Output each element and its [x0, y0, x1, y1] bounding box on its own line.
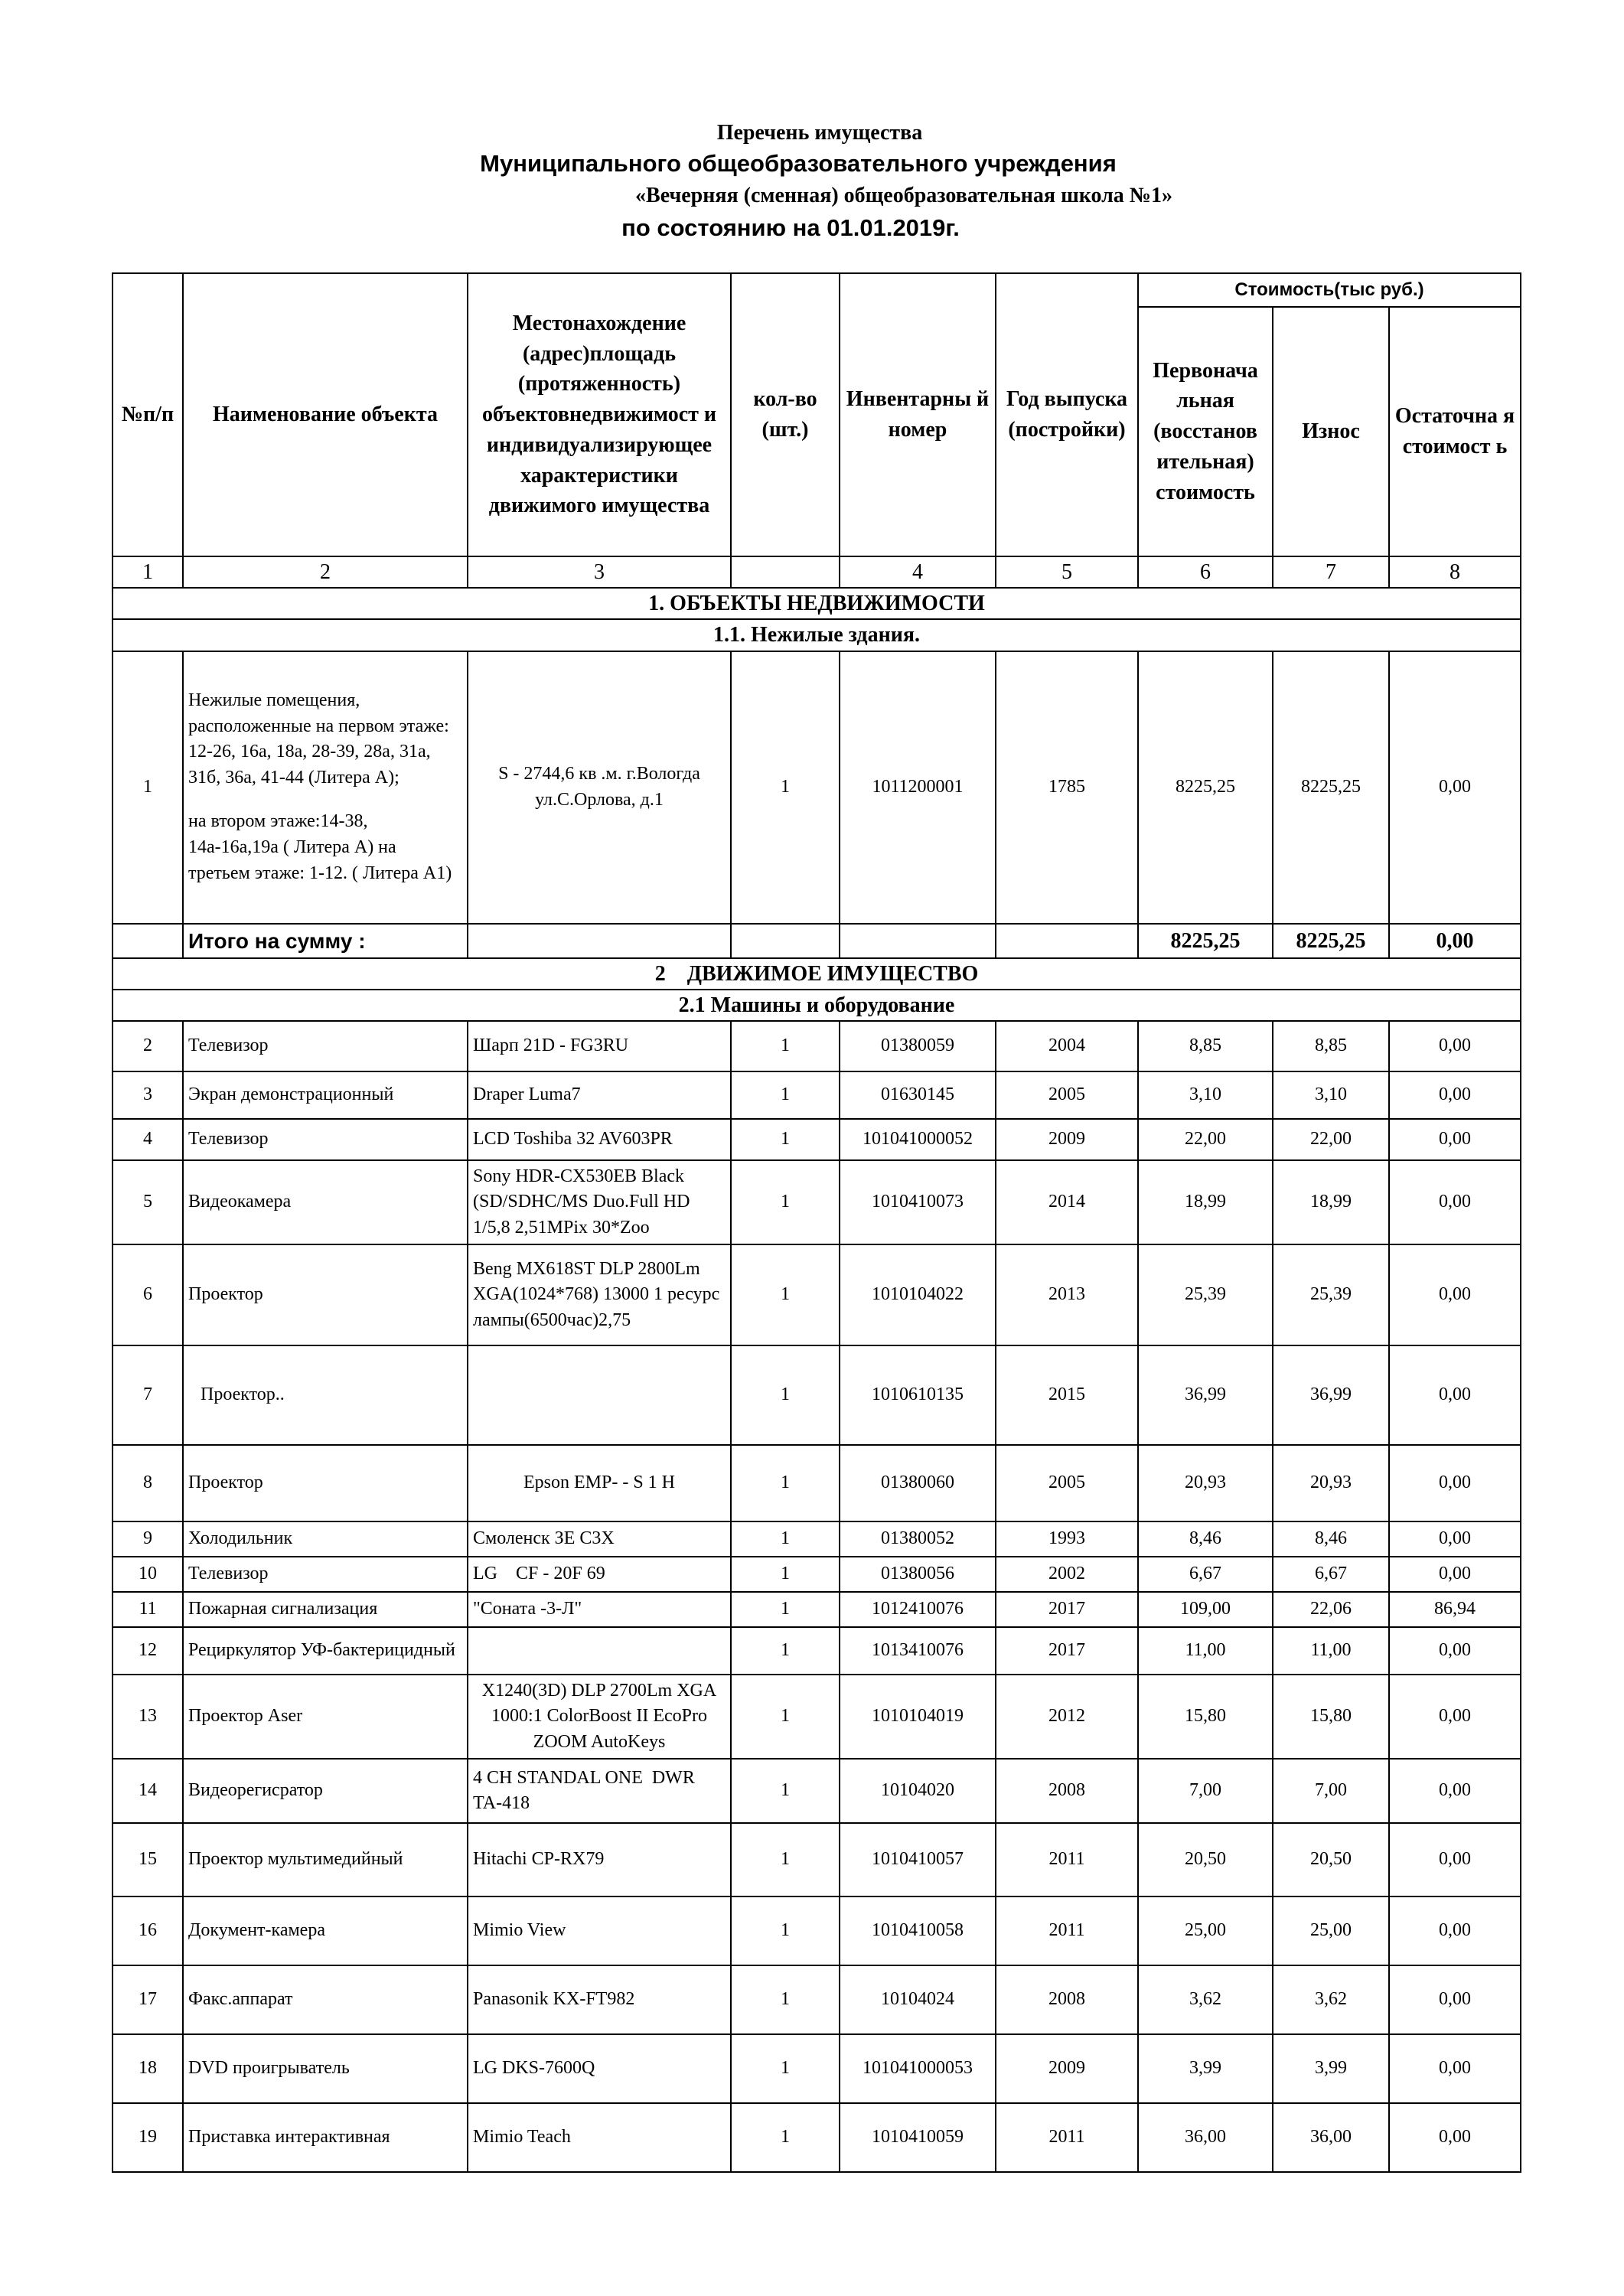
row-initial: 6,67 [1138, 1557, 1273, 1592]
row-wear: 15,80 [1273, 1675, 1389, 1759]
row-inv: 1011200001 [840, 651, 996, 924]
row-residual: 0,00 [1389, 1160, 1521, 1244]
row-name [183, 651, 468, 924]
row-num: 8 [113, 1445, 183, 1521]
row-inv: 10104020 [840, 1759, 996, 1823]
row-qty: 1 [731, 2103, 840, 2172]
row-residual: 0,00 [1389, 1445, 1521, 1521]
row-residual: 0,00 [1389, 1345, 1521, 1445]
row-residual: 0,00 [1389, 2034, 1521, 2103]
table-row [113, 1592, 1521, 1627]
row-qty: 1 [731, 1759, 840, 1823]
building-floor2-3: на втором этаже:14-38, 14а-16а,19а ( Литера А) на третьем этаже: 1-12. ( Литера А1) [188, 811, 452, 883]
row-initial: 25,00 [1138, 1896, 1273, 1965]
table-row [113, 1345, 1521, 1445]
row-inv: 1013410076 [840, 1627, 996, 1675]
row-residual: 0,00 [1389, 1823, 1521, 1896]
table-row [113, 651, 1521, 924]
row-wear: 22,06 [1273, 1592, 1389, 1627]
subsection-row [113, 990, 1521, 1021]
total-wear: 8225,25 [1273, 924, 1389, 958]
row-residual: 0,00 [1389, 1896, 1521, 1965]
row-year: 2009 [996, 1119, 1138, 1160]
col-location-header: Местонахождение (адрес)площадь (протяженность) объектовнедвижимост и индивидуализирующее характеристики движимого имущества [468, 273, 731, 556]
row-wear: 3,10 [1273, 1071, 1389, 1119]
col-initial-header: Первонача льная (восстанов ительная) стоимость [1138, 307, 1273, 556]
col-num-header: №п/п [113, 273, 183, 556]
row-location: X1240(3D) DLP 2700Lm XGA 1000:1 ColorBoost II EcoPro ZOOM AutoKeys [468, 1675, 731, 1759]
row-qty: 1 [731, 1965, 840, 2034]
row-year: 2005 [996, 1445, 1138, 1521]
row-residual: 86,94 [1389, 1592, 1521, 1627]
row-inv: 01380056 [840, 1557, 996, 1592]
row-residual: 0,00 [1389, 1557, 1521, 1592]
table-row [113, 1823, 1521, 1896]
row-residual: 0,00 [1389, 1759, 1521, 1823]
row-num: 13 [113, 1675, 183, 1759]
total-row [113, 924, 1521, 958]
row-name: DVD проигрыватель [183, 2034, 468, 2103]
row-location: "Соната -3-Л" [468, 1592, 731, 1627]
row-year: 2011 [996, 2103, 1138, 2172]
row-initial: 8225,25 [1138, 651, 1273, 924]
row-location: Epson EMP- - S 1 H [468, 1445, 731, 1521]
row-year: 2015 [996, 1345, 1138, 1445]
total-empty [840, 924, 996, 958]
row-inv: 01630145 [840, 1071, 996, 1119]
row-location: Mimio Teach [468, 2103, 731, 2172]
row-location [468, 1345, 731, 1445]
row-location: Hitachi CP-RX79 [468, 1823, 731, 1896]
row-name: Видеокамера [183, 1160, 468, 1244]
row-inv: 1010410057 [840, 1823, 996, 1896]
row-inv: 01380052 [840, 1521, 996, 1557]
row-location [468, 1627, 731, 1675]
row-qty: 1 [731, 1244, 840, 1345]
row-wear: 6,67 [1273, 1557, 1389, 1592]
section1-subtitle: 1.1. Нежилые здания. [113, 619, 1521, 651]
row-num: 1 [113, 651, 183, 924]
row-inv: 10104024 [840, 1965, 996, 2034]
row-initial: 7,00 [1138, 1759, 1273, 1823]
section1-title: 1. ОБЪЕКТЫ НЕДВИЖИМОСТИ [113, 588, 1521, 619]
row-location: Шарп 21D - FG3RU [468, 1021, 731, 1071]
row-wear: 8225,25 [1273, 651, 1389, 924]
section2-title: 2 ДВИЖИМОЕ ИМУЩЕСТВО [113, 958, 1521, 990]
row-location: Sony HDR-CX530EB Black (SD/SDHC/MS Duo.Full HD 1/5,8 2,51MPix 30*Zoo [468, 1160, 731, 1244]
row-year: 2013 [996, 1244, 1138, 1345]
row-num: 5 [113, 1160, 183, 1244]
table-row [113, 1244, 1521, 1345]
row-initial: 20,93 [1138, 1445, 1273, 1521]
row-wear: 3,99 [1273, 2034, 1389, 2103]
row-residual: 0,00 [1389, 2103, 1521, 2172]
col-name-header: Наименование объекта [183, 273, 468, 556]
row-qty: 1 [731, 1521, 840, 1557]
row-year: 2017 [996, 1592, 1138, 1627]
col-number: 5 [996, 556, 1138, 588]
row-name: Проектор [183, 1445, 468, 1521]
row-inv: 1010104019 [840, 1675, 996, 1759]
table-row [113, 2103, 1521, 2172]
row-name: Видеорегисратор [183, 1759, 468, 1823]
col-number: 3 [468, 556, 731, 588]
row-year: 2014 [996, 1160, 1138, 1244]
row-inv: 101041000052 [840, 1119, 996, 1160]
row-inv: 1010410059 [840, 2103, 996, 2172]
row-year: 2008 [996, 1759, 1138, 1823]
table-row [113, 1675, 1521, 1759]
row-wear: 25,39 [1273, 1244, 1389, 1345]
row-qty: 1 [731, 1445, 840, 1521]
col-number: 1 [113, 556, 183, 588]
row-residual: 0,00 [1389, 1627, 1521, 1675]
row-location: Смоленск ЗЕ С3Х [468, 1521, 731, 1557]
row-inv: 1010410073 [840, 1160, 996, 1244]
row-qty: 1 [731, 1021, 840, 1071]
institution-name: «Вечерняя (сменная) общеобразовательная школа №1» [635, 184, 1172, 207]
row-initial: 36,99 [1138, 1345, 1273, 1445]
total-initial: 8225,25 [1138, 924, 1273, 958]
row-initial: 18,99 [1138, 1160, 1273, 1244]
row-location: LG CF - 20F 69 [468, 1557, 731, 1592]
header-row [113, 273, 1521, 307]
row-name: Рециркулятор УФ-бактерицидный [183, 1627, 468, 1675]
row-wear: 22,00 [1273, 1119, 1389, 1160]
row-num: 10 [113, 1557, 183, 1592]
row-year: 2002 [996, 1557, 1138, 1592]
row-name: Холодильник [183, 1521, 468, 1557]
row-num: 18 [113, 2034, 183, 2103]
row-qty: 1 [731, 1345, 840, 1445]
row-name: Проектор [183, 1244, 468, 1345]
row-wear: 20,93 [1273, 1445, 1389, 1521]
row-qty: 1 [731, 1160, 840, 1244]
table-row [113, 1521, 1521, 1557]
row-name: Проектор Aser [183, 1675, 468, 1759]
total-empty [731, 924, 840, 958]
row-qty: 1 [731, 1557, 840, 1592]
col-number: 7 [1273, 556, 1389, 588]
row-qty: 1 [731, 1896, 840, 1965]
row-wear: 36,99 [1273, 1345, 1389, 1445]
row-inv: 01380059 [840, 1021, 996, 1071]
row-wear: 8,85 [1273, 1021, 1389, 1071]
institution-type: Муниципального общеобразовательного учреждения [480, 150, 1117, 177]
row-num: 6 [113, 1244, 183, 1345]
row-qty: 1 [731, 1823, 840, 1896]
row-year: 2011 [996, 1896, 1138, 1965]
row-location: Draper Luma7 [468, 1071, 731, 1119]
row-residual: 0,00 [1389, 1965, 1521, 2034]
column-number-row [113, 556, 1521, 588]
report-date: по состоянию на 01.01.2019г. [621, 214, 960, 241]
row-wear: 8,46 [1273, 1521, 1389, 1557]
subsection-row [113, 619, 1521, 651]
section-row [113, 588, 1521, 619]
row-inv: 1010410058 [840, 1896, 996, 1965]
row-location: Panasonik KX-FT982 [468, 1965, 731, 2034]
row-name: Проектор мультимедийный [183, 1823, 468, 1896]
row-year: 2011 [996, 1823, 1138, 1896]
row-year: 2009 [996, 2034, 1138, 2103]
row-location: LCD Toshiba 32 AV603PR [468, 1119, 731, 1160]
table-row [113, 1021, 1521, 1071]
row-qty: 1 [731, 1592, 840, 1627]
row-qty: 1 [731, 1071, 840, 1119]
row-initial: 3,62 [1138, 1965, 1273, 2034]
row-qty: 1 [731, 1627, 840, 1675]
row-residual: 0,00 [1389, 1021, 1521, 1071]
row-initial: 11,00 [1138, 1627, 1273, 1675]
row-num: 16 [113, 1896, 183, 1965]
row-num: 11 [113, 1592, 183, 1627]
doc-title: Перечень имущества [716, 121, 923, 145]
row-residual: 0,00 [1389, 1521, 1521, 1557]
row-name: Телевизор [183, 1557, 468, 1592]
table-row [113, 1119, 1521, 1160]
col-number: 2 [183, 556, 468, 588]
row-year: 2017 [996, 1627, 1138, 1675]
row-name: Пожарная сигнализация [183, 1592, 468, 1627]
row-residual: 0,00 [1389, 1119, 1521, 1160]
row-location: S - 2744,6 кв .м. г.Вологда ул.С.Орлова, д.1 [468, 651, 731, 924]
row-wear: 25,00 [1273, 1896, 1389, 1965]
row-qty: 1 [731, 1119, 840, 1160]
row-initial: 25,39 [1138, 1244, 1273, 1345]
row-year: 2005 [996, 1071, 1138, 1119]
row-initial: 109,00 [1138, 1592, 1273, 1627]
col-number: 6 [1138, 556, 1273, 588]
row-initial: 3,99 [1138, 2034, 1273, 2103]
row-name: Телевизор [183, 1021, 468, 1071]
col-number [731, 556, 840, 588]
table-row [113, 1627, 1521, 1675]
row-wear: 20,50 [1273, 1823, 1389, 1896]
section2-subtitle: 2.1 Машины и оборудование [113, 990, 1521, 1021]
row-wear: 11,00 [1273, 1627, 1389, 1675]
total-empty [996, 924, 1138, 958]
row-qty: 1 [731, 1675, 840, 1759]
building-floor1: Нежилые помещения, расположенные на первом этаже: 12-26, 16а, 18а, 28-39, 28а, 31а, 31б, 36а, 41-44 (Литера А); [188, 690, 449, 788]
row-num: 7 [113, 1345, 183, 1445]
table-row [113, 1759, 1521, 1823]
row-num: 9 [113, 1521, 183, 1557]
row-inv: 01380060 [840, 1445, 996, 1521]
col-number: 4 [840, 556, 996, 588]
row-wear: 36,00 [1273, 2103, 1389, 2172]
row-num: 17 [113, 1965, 183, 2034]
table-row [113, 2034, 1521, 2103]
row-residual: 0,00 [1389, 651, 1521, 924]
row-initial: 15,80 [1138, 1675, 1273, 1759]
table-row [113, 1557, 1521, 1592]
row-num: 19 [113, 2103, 183, 2172]
row-year: 2004 [996, 1021, 1138, 1071]
table-row [113, 1445, 1521, 1521]
col-wear-header: Износ [1273, 307, 1389, 556]
total-label: Итого на сумму : [183, 924, 468, 958]
row-name: Телевизор [183, 1119, 468, 1160]
col-inv-header: Инвентарны й номер [840, 273, 996, 556]
row-name: Экран демонстрационный [183, 1071, 468, 1119]
section-row [113, 958, 1521, 990]
row-wear: 7,00 [1273, 1759, 1389, 1823]
total-empty [468, 924, 731, 958]
row-initial: 3,10 [1138, 1071, 1273, 1119]
row-name: Факс.аппарат [183, 1965, 468, 2034]
table-row [113, 1071, 1521, 1119]
row-num: 12 [113, 1627, 183, 1675]
row-name: Приставка интерактивная [183, 2103, 468, 2172]
row-initial: 8,85 [1138, 1021, 1273, 1071]
row-residual: 0,00 [1389, 1071, 1521, 1119]
total-empty [113, 924, 183, 958]
row-inv: 1012410076 [840, 1592, 996, 1627]
row-num: 15 [113, 1823, 183, 1896]
row-initial: 22,00 [1138, 1119, 1273, 1160]
row-initial: 8,46 [1138, 1521, 1273, 1557]
row-name: Документ-камера [183, 1896, 468, 1965]
row-year: 1785 [996, 651, 1138, 924]
row-num: 2 [113, 1021, 183, 1071]
table-row [113, 1160, 1521, 1244]
row-location: Mimio View [468, 1896, 731, 1965]
row-num: 14 [113, 1759, 183, 1823]
col-residual-header: Остаточна я стоимост ь [1389, 307, 1521, 556]
total-residual: 0,00 [1389, 924, 1521, 958]
property-table [112, 272, 1521, 2173]
row-year: 2012 [996, 1675, 1138, 1759]
table-row [113, 1896, 1521, 1965]
row-location: LG DKS-7600Q [468, 2034, 731, 2103]
row-inv: 1010104022 [840, 1244, 996, 1345]
row-residual: 0,00 [1389, 1244, 1521, 1345]
row-year: 2008 [996, 1965, 1138, 2034]
row-wear: 3,62 [1273, 1965, 1389, 2034]
row-initial: 20,50 [1138, 1823, 1273, 1896]
row-location: 4 CH STANDAL ONE DWR TA-418 [468, 1759, 731, 1823]
col-year-header: Год выпуска (постройки) [996, 273, 1138, 556]
cost-group-header: Стоимость(тыс руб.) [1138, 273, 1521, 307]
col-qty-header: кол-во (шт.) [731, 273, 840, 556]
col-number: 8 [1389, 556, 1521, 588]
table-row [113, 1965, 1521, 2034]
row-residual: 0,00 [1389, 1675, 1521, 1759]
row-qty: 1 [731, 2034, 840, 2103]
row-num: 4 [113, 1119, 183, 1160]
row-num: 3 [113, 1071, 183, 1119]
row-name: Проектор.. [183, 1345, 468, 1445]
row-year: 1993 [996, 1521, 1138, 1557]
row-location: Beng MX618ST DLP 2800Lm XGA(1024*768) 13000 1 ресурс лампы(6500час)2,75 [468, 1244, 731, 1345]
row-qty: 1 [731, 651, 840, 924]
row-wear: 18,99 [1273, 1160, 1389, 1244]
row-inv: 1010610135 [840, 1345, 996, 1445]
row-inv: 101041000053 [840, 2034, 996, 2103]
row-initial: 36,00 [1138, 2103, 1273, 2172]
